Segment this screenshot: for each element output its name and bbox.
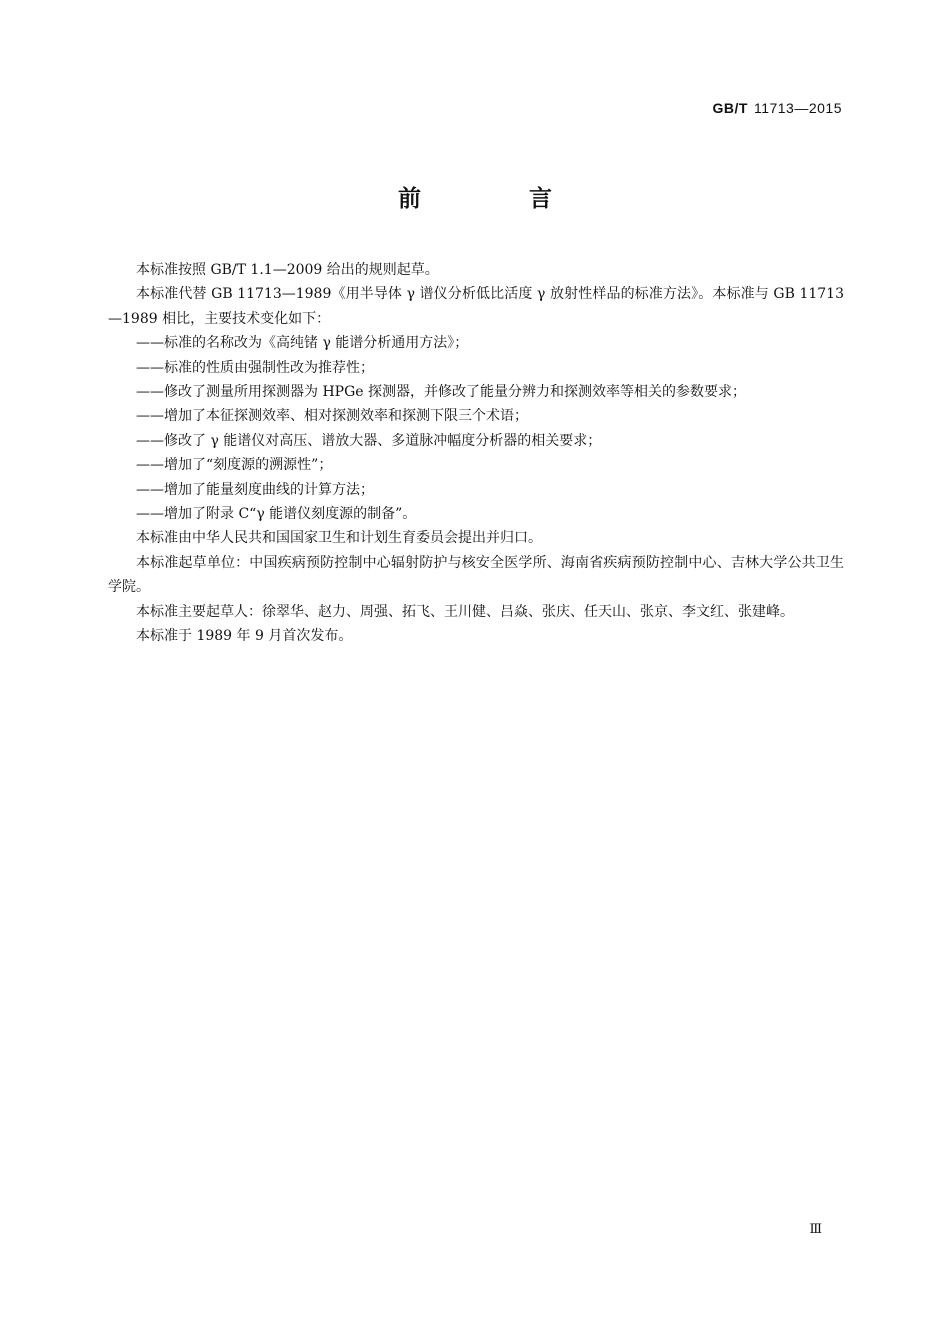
foreword-body (108, 258, 844, 649)
change-item: ——增加了“刻度源的溯源性”； (136, 457, 333, 474)
change-item: ——增加了附录 C“γ 能谱仪刻度源的制备”。 (136, 506, 417, 523)
change-item: ——增加了本征探测效率、相对探测效率和探测下限三个术语； (136, 408, 528, 425)
standard-code (713, 100, 843, 116)
change-item: ——修改了测量所用探测器为 HPGe 探测器，并修改了能量分辨力和探测效率等相关的参数要求； (136, 384, 746, 401)
proposer-paragraph: 本标准由中华人民共和国国家卫生和计划生育委员会提出并归口。 (136, 530, 542, 547)
change-item: ——标准的名称改为《高纯锗 γ 能谱分析通用方法》； (136, 335, 469, 352)
change-item: ——增加了能量刻度曲线的计算方法； (136, 481, 374, 498)
change-item: ——标准的性质由强制性改为推荐性； (136, 359, 374, 376)
replacement-paragraph: 本标准代替 GB 11713—1989《用半导体 γ 谱仪分析低比活度 γ 放射性样品的标准方法》。本标准与 GB 11713—1989 相比，主要技术变化如下： (108, 286, 844, 327)
standard-prefix: GB/T (712, 100, 748, 116)
standard-number: 11713—2015 (753, 100, 842, 116)
drafting-rule-paragraph: 本标准按照 GB/T 1.1—2009 给出的规则起草。 (136, 262, 439, 278)
page-title: 前 言 (397, 186, 602, 212)
change-item: ——修改了 γ 能谱仪对高压、谱放大器、多道脉冲幅度分析器的相关要求； (136, 432, 602, 449)
page-number: Ⅲ (809, 1222, 822, 1237)
drafters-paragraph: 本标准主要起草人：徐翠华、赵力、周强、拓飞、王川健、吕焱、张庆、任天山、张京、李文红、张建峰。 (136, 603, 794, 620)
publication-history-paragraph: 本标准于 1989 年 9 月首次发布。 (136, 628, 353, 645)
drafting-units-paragraph: 本标准起草单位：中国疾病预防控制中心辐射防护与核安全医学所、海南省疾病预防控制中心、吉林大学公共卫生学院。 (108, 554, 844, 596)
